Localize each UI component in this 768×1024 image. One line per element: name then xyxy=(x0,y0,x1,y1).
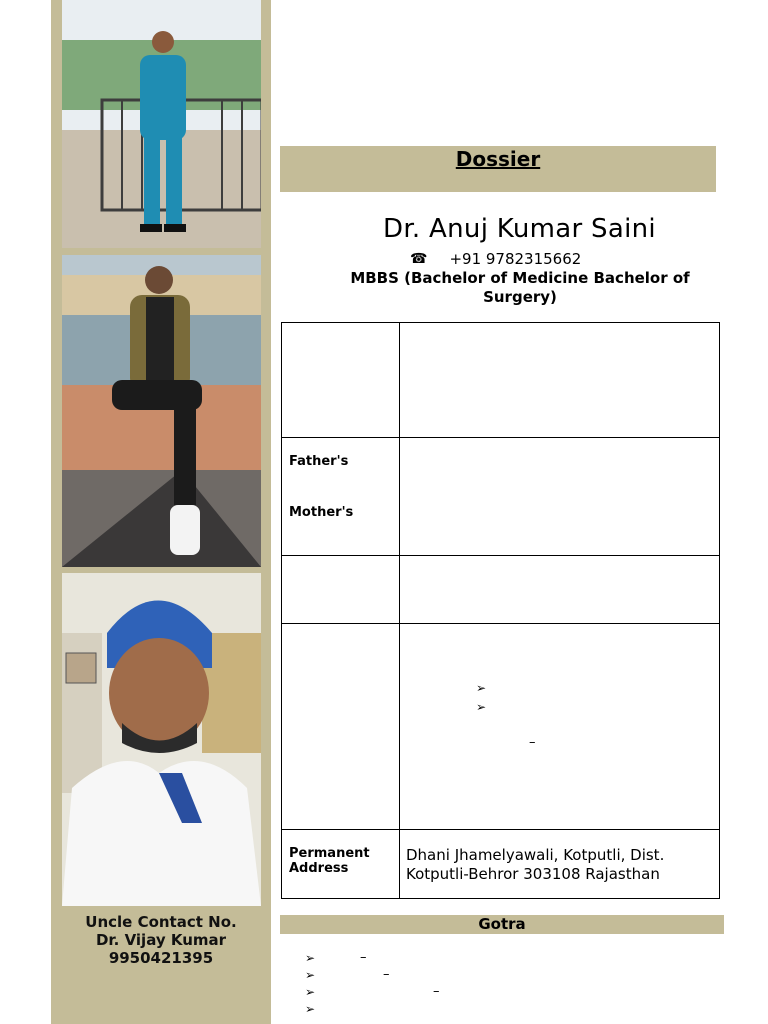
doctor-selfie-photo-icon xyxy=(62,573,261,906)
bullet-list-cell xyxy=(400,624,720,830)
table-cell xyxy=(282,556,400,624)
permanent-address-label xyxy=(289,846,370,876)
dash-mark: – xyxy=(433,984,440,999)
permanent-address-value xyxy=(406,846,664,884)
person-suit-photo-icon xyxy=(62,0,261,248)
address-line-2: Kotputli-Behror 303108 Rajasthan xyxy=(406,865,660,883)
bullet-icon: ➢ xyxy=(305,1002,316,1016)
permanent-address-label-line-2: Address xyxy=(289,861,349,876)
bullet-icon: ➢ xyxy=(305,951,316,965)
phone-row xyxy=(410,250,581,268)
address-label-cell xyxy=(282,830,400,899)
details-table xyxy=(281,322,720,899)
table-row xyxy=(282,323,720,438)
address-line-1: Dhani Jhamelyawali, Kotputli, Dist. xyxy=(406,846,665,864)
table-row xyxy=(282,830,720,899)
person-jacket-photo-icon xyxy=(62,255,261,567)
table-cell xyxy=(400,323,720,438)
sidebar xyxy=(51,0,271,1024)
uncle-phone: 9950421395 xyxy=(108,949,214,967)
uncle-contact-heading: Uncle Contact No. xyxy=(85,913,237,931)
table-cell xyxy=(282,323,400,438)
fathers-label: Father's xyxy=(289,454,349,469)
bullet-icon: ➢ xyxy=(476,700,487,714)
table-row xyxy=(282,438,720,556)
mothers-label: Mother's xyxy=(289,505,354,520)
table-cell xyxy=(400,556,720,624)
dash-mark: – xyxy=(383,967,390,982)
dash-mark: – xyxy=(360,950,367,965)
person-suit-photo xyxy=(62,0,261,248)
dossier-header-bar xyxy=(280,146,716,192)
person-jacket-photo xyxy=(62,255,261,567)
degree-line-1: MBBS (Bachelor of Medicine Bachelor of xyxy=(350,269,690,287)
bullet-icon: ➢ xyxy=(305,985,316,999)
degree-line-2: Surgery) xyxy=(483,288,557,306)
phone-number: +91 9782315662 xyxy=(449,250,582,268)
doctor-selfie-photo xyxy=(62,573,261,906)
permanent-address-label-line-1: Permanent xyxy=(289,846,370,861)
degree xyxy=(336,269,704,307)
page-title: Dossier xyxy=(455,147,541,171)
phone-icon: ☎ xyxy=(410,251,428,267)
parents-value-cell xyxy=(400,438,720,556)
gotra-heading: Gotra xyxy=(280,915,724,934)
bullet-icon: ➢ xyxy=(476,681,487,695)
address-value-cell xyxy=(400,830,720,899)
uncle-contact xyxy=(51,913,271,967)
table-cell xyxy=(282,624,400,830)
bullet-icon: ➢ xyxy=(305,968,316,982)
parents-label-cell xyxy=(282,438,400,556)
candidate-name: Dr. Anuj Kumar Saini xyxy=(383,214,656,244)
dash-mark: – xyxy=(529,735,536,750)
table-row xyxy=(282,624,720,830)
uncle-name: Dr. Vijay Kumar xyxy=(95,931,227,949)
table-row xyxy=(282,556,720,624)
